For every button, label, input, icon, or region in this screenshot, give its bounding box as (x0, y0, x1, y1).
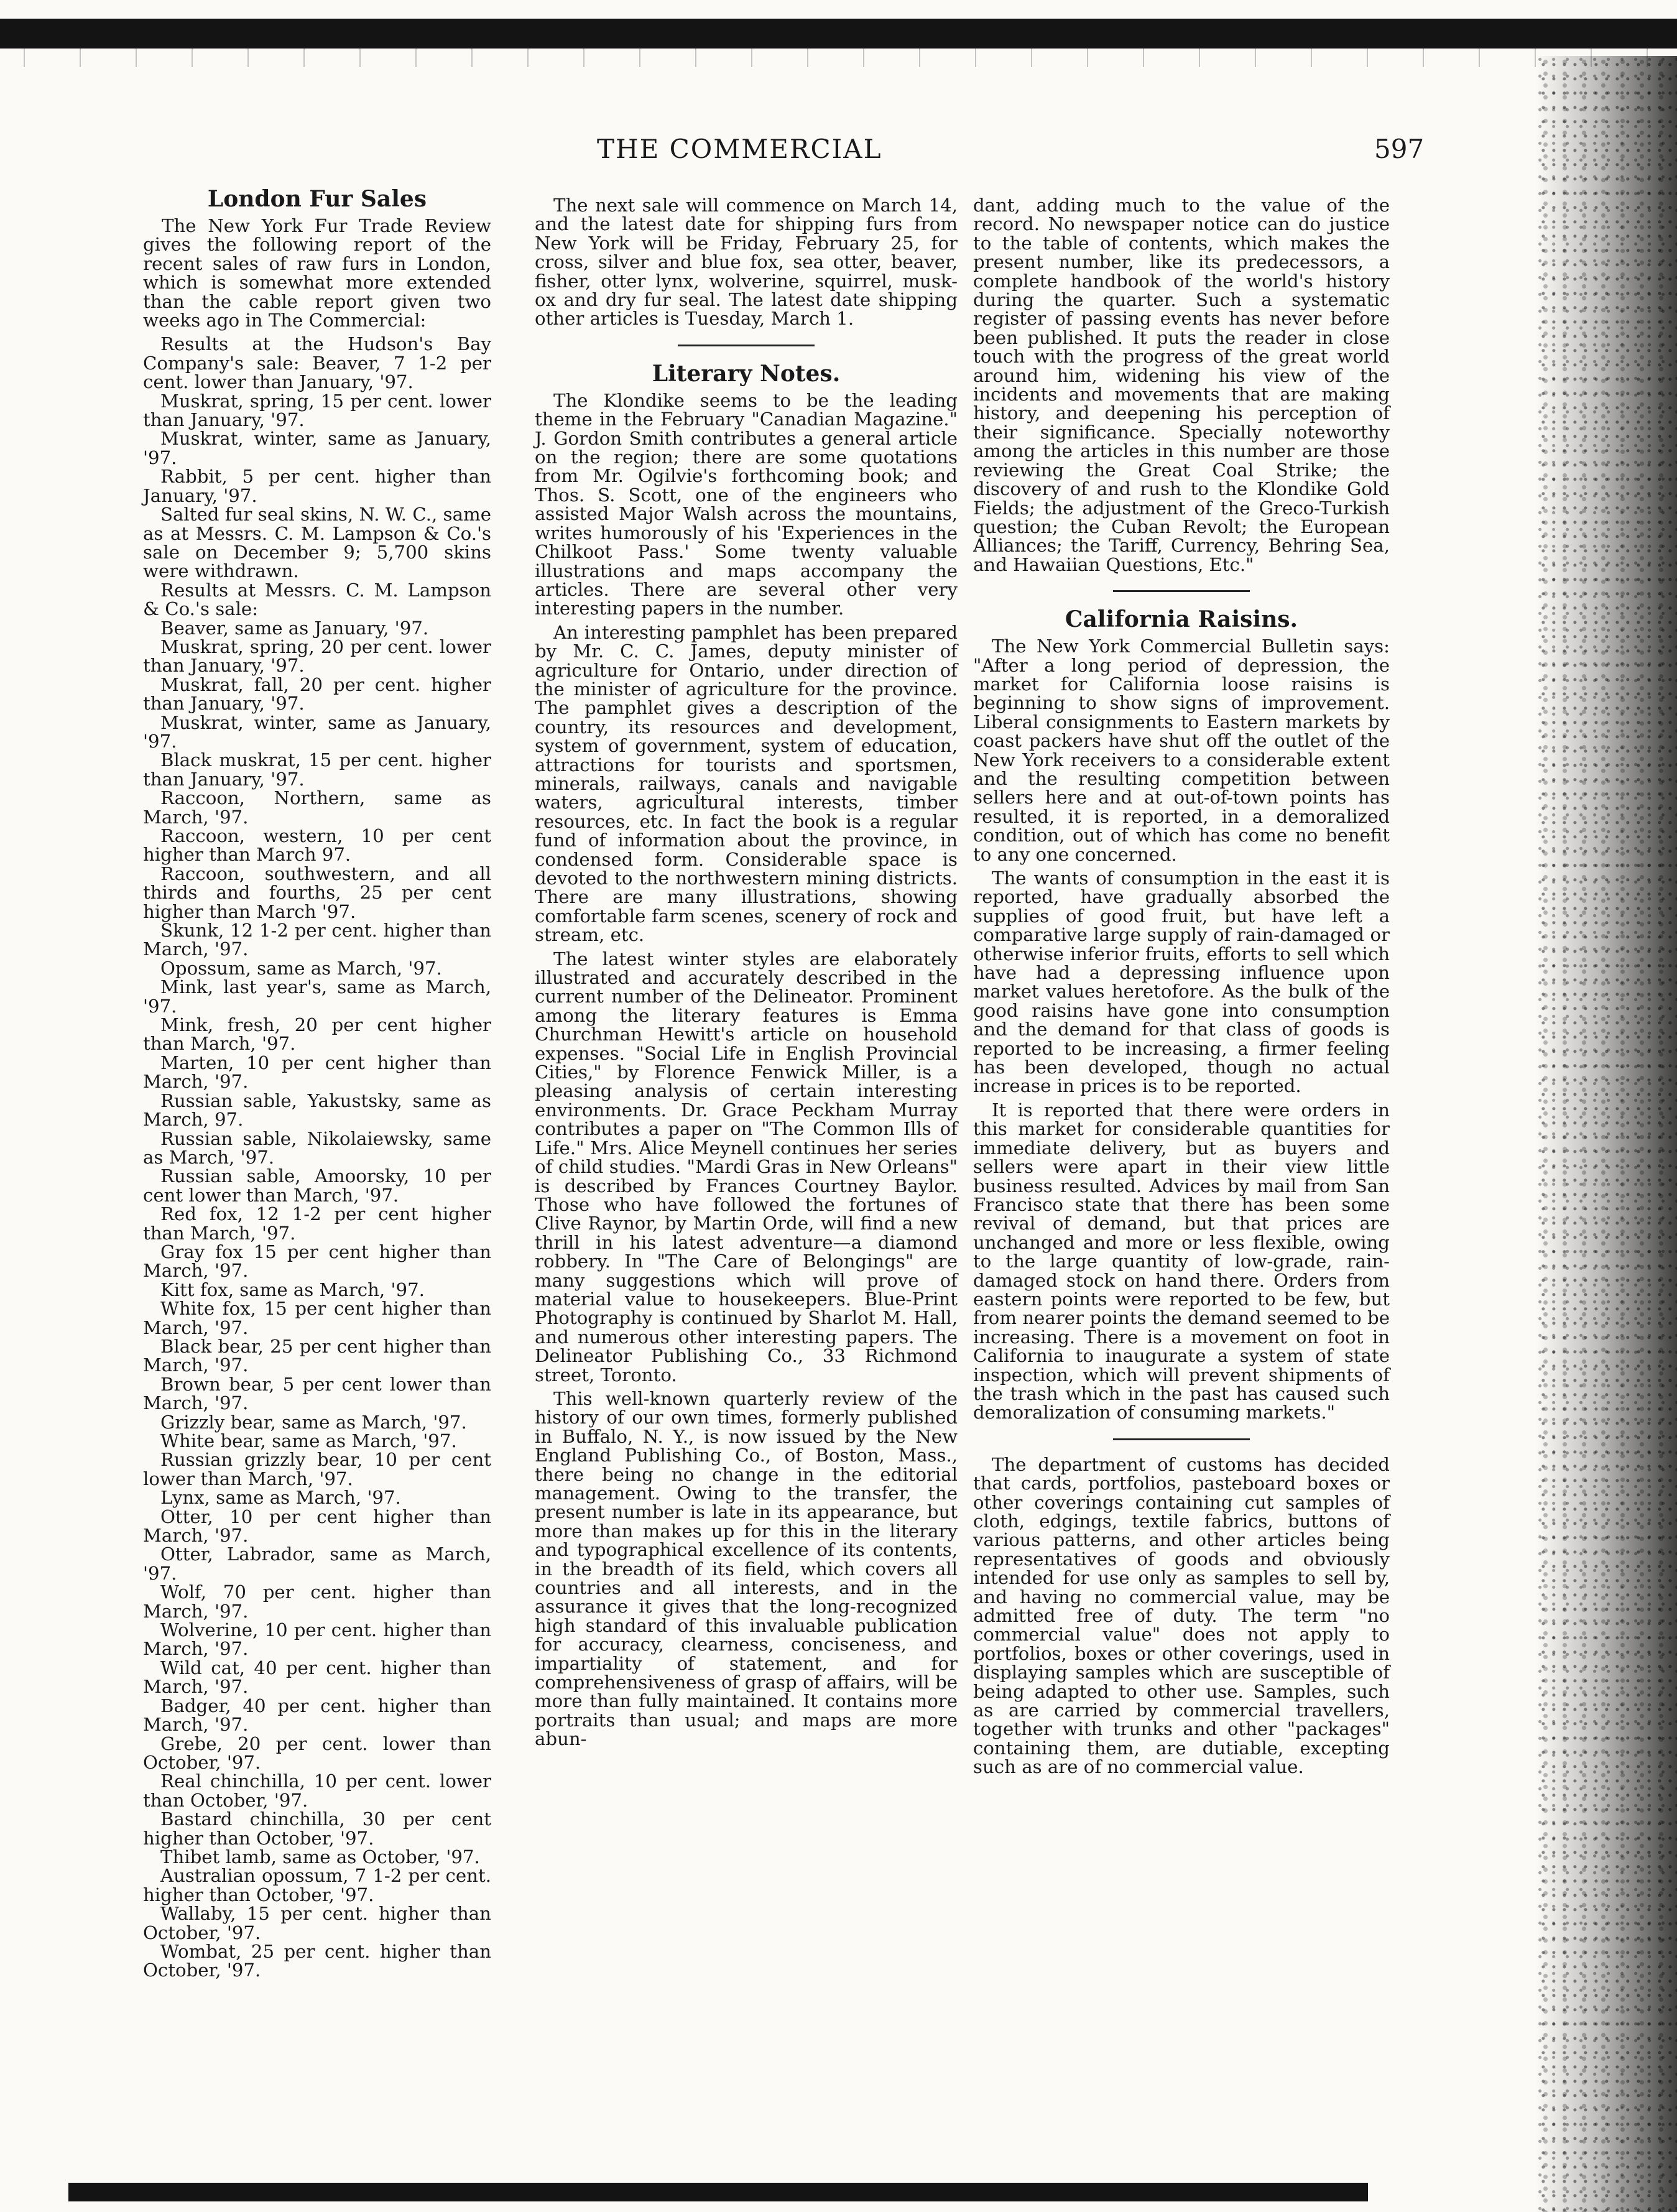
list-item: Muskrat, winter, same as January, '97. (143, 711, 491, 752)
list-item: Otter, Labrador, same as March, '97. (143, 1543, 491, 1584)
list-item: Badger, 40 per cent. higher than March, '97. (143, 1695, 491, 1736)
list-item: Mink, fresh, 20 per cent higher than March, '97. (143, 1014, 491, 1055)
paragraph: The latest winter styles are elaborately illustrated and accurately described in the current number of the Delineator. Prominent among the literary features is Emma Churchman Hewitt's article on household expenses. "Social Life in English Provincial Cities," by Florence Fenwick Miller, is a pleasing analysis of certain interesting environments. Dr. Grace Peckham Murray contributes a paper on "The Common Ills of Life." Mrs. Alice Meynell continues her series of child studies. "Mardi Gras in New Orleans" is described by Frances Courtney Baylor. Those who have followed the fortunes of Clive Raynor, by Martin Orde, will find a new thrill in his latest adventure—a diamond robbery. In "The Care of Belongings" are many suggestions which will prove of material value to housekeepers. Blue-Print Photography is continued by Sharlot M. Hall, and numerous other interesting papers. The Delineator Publishing Co., 33 Richmond street, Toronto. (535, 948, 958, 1386)
list-item: Brown bear, 5 per cent lower than March, '97. (143, 1373, 491, 1414)
running-head: THE COMMERCIAL (597, 134, 882, 164)
lampson-results-list (143, 619, 491, 1980)
list-item: Russian sable, Nikolaiewsky, same as March, '97. (143, 1127, 491, 1168)
list-item: Russian grizzly bear, 10 per cent lower than March, '97. (143, 1449, 491, 1489)
list-item: Marten, 10 per cent higher than March, '97. (143, 1052, 491, 1093)
list-item: Real chinchilla, 10 per cent. lower than October, '97. (143, 1770, 491, 1811)
list-item: Muskrat, fall, 20 per cent. higher than January, '97. (143, 673, 491, 715)
divider (1113, 590, 1250, 592)
list-item: Wild cat, 40 per cent. higher than March, '97. (143, 1657, 491, 1698)
list-item: Wolf, 70 per cent. higher than March, '97. (143, 1581, 491, 1622)
paragraph: The department of customs has decided that cards, portfolios, pasteboard boxes or other coverings containing cut samples of cloth, edgings, textile fabrics, buttons of various patterns, and other articles being representatives of goods and obviously intended for use only as samples to sell by, and having no commercial value, may be admitted free of duty. The term "no commercial value" does not apply to portfolios, boxes or other coverings, used in displaying samples which are susceptible of being adapted to other use. Samples, such as are carried by commercial travellers, together with trunks and other "packages" containing them, are dutiable, excepting such as are of no commercial value. (973, 1453, 1390, 1778)
list-item: Russian sable, Yakustsky, same as March, 97. (143, 1090, 491, 1131)
list-item: White bear, same as March, '97. (160, 1430, 457, 1451)
article-title-literary-notes: Literary Notes. (652, 360, 841, 387)
paragraph: Results at Messrs. C. M. Lampson & Co.'s sale: (143, 579, 491, 620)
list-item: Kitt fox, same as March, '97. (160, 1279, 425, 1300)
list-item: Otter, 10 per cent higher than March, '97. (143, 1506, 491, 1547)
list-item: Mink, last year's, same as March, '97. (143, 976, 491, 1017)
list-item: Wombat, 25 per cent. higher than October, '97. (143, 1940, 491, 1981)
column-2 (535, 196, 958, 1754)
list-item: Black bear, 25 per cent higher than March, '97. (143, 1335, 491, 1376)
list-item: Beaver, same as January, '97. (160, 617, 429, 639)
list-item: Salted fur seal skins, N. W. C., same as at Messrs. C. M. Lampson & Co.'s sale on December 9; 5,700 skins were withdrawn. (143, 504, 491, 582)
list-item: Raccoon, southwestern, and all thirds and fourths, 25 per cent higher than March '97. (143, 863, 491, 922)
scan-top-edge (0, 19, 1677, 49)
paragraph: The next sale will commence on March 14, and the latest date for shipping furs from New York will be Friday, February 25, for cross, silver and blue fox, sea otter, beaver, fisher, otter lynx, wolverine, squirrel, musk-ox and dry fur seal. The latest date shipping other articles is Tuesday, March 1. (535, 195, 958, 330)
list-item: Muskrat, winter, same as January, '97. (143, 428, 491, 468)
divider (1113, 1438, 1250, 1440)
hudson-results-list (143, 392, 491, 581)
list-item: Thibet lamb, same as October, '97. (160, 1846, 480, 1867)
divider (678, 345, 815, 346)
list-item: Red fox, 12 1-2 per cent higher than March, '97. (143, 1203, 491, 1244)
list-item: Raccoon, Northern, same as March, '97. (143, 787, 491, 828)
list-item: Skunk, 12 1-2 per cent. higher than March, '97. (143, 920, 491, 960)
list-item: Bastard chinchilla, 30 per cent higher than October, '97. (143, 1808, 491, 1849)
column-3 (973, 196, 1390, 1782)
list-item: Grizzly bear, same as March, '97. (160, 1411, 467, 1433)
list-item: Muskrat, spring, 20 per cent. lower than January, '97. (143, 636, 491, 677)
paragraph: Results at the Hudson's Bay Company's sale: Beaver, 7 1-2 per cent. lower than January, '97. (143, 333, 491, 393)
scan-top-noise (0, 49, 1677, 67)
paragraph: The New York Commercial Bulletin says: "After a long period of depression, the market for California loose raisins is beginning to show signs of improvement. Liberal consignments to Eastern markets by coast packers have shut off the outlet of the New York receivers to a considerable extent and the resulting competition between sellers here and at out-of-town points has resulted, it is reported, in a demoralized condition, out of which has come no benefit to any one concerned. (973, 636, 1390, 865)
list-item: Rabbit, 5 per cent. higher than January, '97. (143, 466, 491, 506)
list-item: Australian opossum, 7 1-2 per cent. higher than October, '97. (143, 1865, 491, 1905)
list-item: Grebe, 20 per cent. lower than October, '97. (143, 1733, 491, 1773)
list-item: Gray fox 15 per cent higher than March, '97. (143, 1241, 491, 1282)
paragraph: An interesting pamphlet has been prepared by Mr. C. C. James, deputy minister of agriculture for Ontario, under direction of the minister of agriculture for the province. The pamphlet gives a description of the country, its resources and development, system of government, system of education, attractions for tourists and sportsmen, minerals, railways, canals and navigable waters, agricultural interests, timber resources, etc. In fact the book is a regular fund of information about the province, in condensed form. Considerable space is devoted to the northwestern mining districts. There are many illustrations, showing comfortable farm scenes, scenery of rock and stream, etc. (535, 621, 958, 946)
scan-bottom-edge (68, 2183, 1368, 2201)
list-item: Raccoon, western, 10 per cent higher than March 97. (143, 825, 491, 866)
page-number: 597 (1374, 134, 1425, 164)
list-item: Opossum, same as March, '97. (160, 957, 442, 979)
list-item: Wallaby, 15 per cent. higher than October, '97. (143, 1903, 491, 1943)
column-1 (143, 187, 491, 1980)
list-item: Black muskrat, 15 per cent. higher than January, '97. (143, 749, 491, 790)
list-item: Muskrat, spring, 15 per cent. lower than January, '97. (143, 390, 491, 431)
scan-right-edge-noise (1536, 56, 1677, 2212)
article-title-london-fur-sales: London Fur Sales (207, 186, 427, 212)
paragraph: dant, adding much to the value of the record. No newspaper notice can do justice to the table of contents, which makes the present number, like its predecessors, a complete handbook of the world's history during the quarter. Such a systematic register of passing events has never before been published. It puts the reader in close touch with the progress of the great world around him, widening his view of the incidents and movements that are making history, and deepening his perception of their significance. Specially noteworthy among the articles in this number are those reviewing the Great Coal Strike; the discovery of and rush to the Klondike Gold Fields; the adjustment of the Greco-Turkish question; the Cuban Revolt; the European Alliances; the Tariff, Currency, Behring Sea, and Hawaiian Questions, Etc." (973, 195, 1390, 575)
list-item: Wolverine, 10 per cent. higher than March, '97. (143, 1619, 491, 1660)
list-item: Lynx, same as March, '97. (160, 1487, 401, 1509)
paragraph: The wants of consumption in the east it is reported, have gradually absorbed the supplies of good fruit, but have left a comparative large supply of rain-damaged or otherwise inferior fruits, efforts to sell which have had a depressing influence upon market values heretofore. As the bulk of the good raisins have gone into consumption and the demand for that class of goods is reported to be increasing, a firmer feeling has been developed, though no actual increase in prices is to be reported. (973, 868, 1390, 1097)
article-title-california-raisins: California Raisins. (1065, 606, 1298, 633)
paragraph: It is reported that there were orders in this market for considerable quantities for immediate delivery, but as buyers and sellers were apart in their view little business resulted. Advices by mail from San Francisco state that there has been some revival of demand, but that prices are unchanged and more or less flexible, owing to the large quantity of low-grade, rain-damaged stock on hand there. Orders from eastern points were reported to be few, but from nearer points the demand seemed to be increasing. There is a movement on foot in California to inaugurate a system of state inspection, which will prevent shipments of the trash which in the past has caused such demoralization of consuming markets." (973, 1099, 1390, 1423)
paragraph: This well-known quarterly review of the history of our own times, formerly published in Buffalo, N. Y., is now issued by the New England Publishing Co., of Boston, Mass., there being no change in the editorial management. Owing to the transfer, the present number is late in its appearance, but more than makes up for this in the literary and typographical excellence of its contents, in the breadth of its field, which covers all countries and all interests, and in the assurance it gives that the long-recognized high standard of this invaluable publication for accuracy, clearness, conciseness, and impartiality of statement, and for comprehensiveness of grasp of affairs, will be more than fully maintained. It contains more portraits than usual; and maps are more abun- (535, 1387, 958, 1750)
paragraph: The New York Fur Trade Review gives the following report of the recent sales of raw furs in London, which is somewhat more extended than the cable report given two weeks ago in The Commercial: (143, 215, 491, 331)
paragraph: The Klondike seems to be the leading theme in the February "Canadian Magazine." J. Gordon Smith contributes a general article on the region; there are some quotations from Mr. Ogilvie's forthcoming book; and Thos. S. Scott, one of the engineers who assisted Major Walsh across the mountains, writes humorously of his 'Experiences in the Chilkoot Pass.' Some twenty valuable illustrations and maps accompany the articles. There are several other very interesting papers in the number. (535, 389, 958, 619)
list-item: White fox, 15 per cent higher than March, '97. (143, 1298, 491, 1338)
list-item: Russian sable, Amoorsky, 10 per cent lower than March, '97. (143, 1165, 491, 1206)
